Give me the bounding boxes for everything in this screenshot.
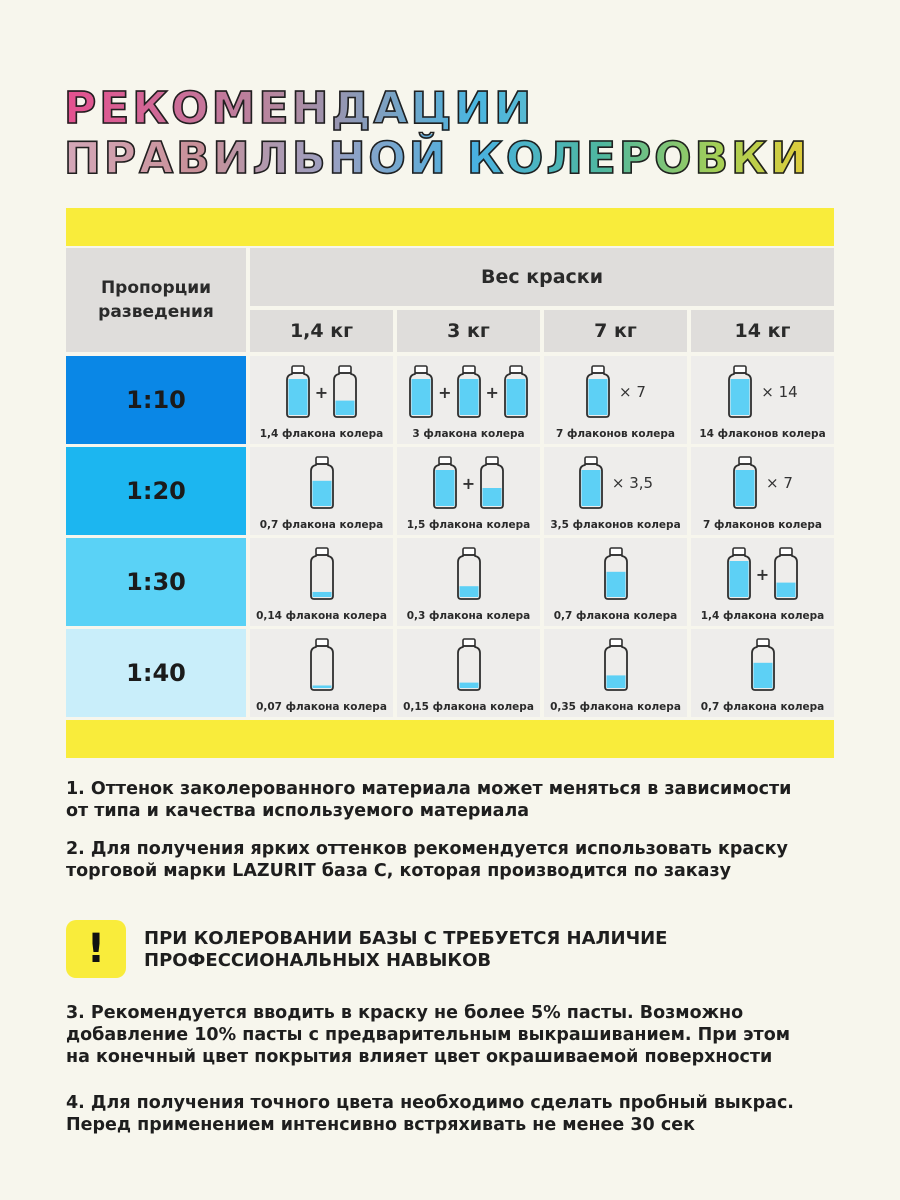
table-cell — [691, 538, 834, 626]
bottle-fill-level — [459, 586, 478, 597]
weight-col-4: 14 кг — [691, 310, 834, 352]
bottle-group — [544, 637, 687, 693]
table-cell — [544, 538, 687, 626]
table-cell — [397, 356, 540, 444]
cell-caption: 0,07 флакона колера — [256, 701, 387, 713]
cell-caption: 3,5 флаконов колера — [550, 519, 681, 531]
cell-caption: 7 флаконов колера — [702, 519, 823, 531]
plus-sign: + — [461, 473, 476, 493]
plus-sign: + — [438, 382, 452, 402]
bottle-fill-level — [459, 683, 478, 688]
bottle-fill-level — [589, 379, 608, 415]
bottle-fill-level — [459, 379, 478, 415]
table-cell — [691, 356, 834, 444]
weight-header: Вес краски — [250, 248, 834, 306]
tint-bottle-icon — [309, 637, 335, 693]
bottle-group — [544, 455, 687, 511]
bottle-group — [544, 364, 687, 420]
tint-bottle-icon — [456, 637, 482, 693]
weight-col-2: 3 кг — [397, 310, 540, 352]
cell-caption: 7 флаконов колера — [555, 428, 676, 440]
cell-caption: 0,14 флакона колера — [256, 610, 387, 622]
ratio-label: 1:40 — [66, 629, 246, 717]
plus-sign: + — [485, 382, 499, 402]
table-cell — [397, 538, 540, 626]
table-cell — [691, 447, 834, 535]
bottle-group — [250, 364, 393, 420]
cell-caption: 0,15 флакона колера — [403, 701, 534, 713]
bottle-fill-level — [288, 379, 307, 415]
table-cell — [691, 629, 834, 717]
cell-caption: 1,4 флакона колера — [259, 428, 384, 440]
bottle-group — [397, 637, 540, 693]
tint-bottle-icon — [309, 455, 335, 511]
table-cell — [397, 447, 540, 535]
cell-caption: 3 флакона колера — [412, 428, 525, 440]
bottle-group — [250, 637, 393, 693]
bottle-group — [691, 637, 834, 693]
tint-bottle-icon — [432, 455, 458, 511]
tint-bottle-icon — [727, 364, 753, 420]
tint-bottle-icon — [332, 364, 358, 420]
table-cell — [250, 447, 393, 535]
tint-bottle-icon — [726, 546, 752, 602]
tint-bottle-icon — [285, 364, 311, 420]
cell-caption: 0,35 флакона колера — [550, 701, 681, 713]
title-line-2: ПРАВИЛЬНОЙ КОЛЕРОВКИ — [64, 133, 810, 184]
note-1: 1. Оттенок заколерованного материала может меняться в зависимости от типа и качества используемого материала — [66, 779, 792, 821]
bottle-fill-level — [312, 685, 331, 688]
note-3: 3. Рекомендуется вводить в краску не более 5% пасты. Возможно добавление 10% пасты с предварительным выкрашиванием. При этом на конечный цвет покрытия влияет цвет окрашиваемой поверхности — [66, 1003, 791, 1067]
cell-caption: 1,5 флакона колера — [406, 519, 531, 531]
tint-bottle-icon — [309, 546, 335, 602]
bottle-fill-level — [736, 470, 755, 506]
cell-caption: 0,3 флакона колера — [406, 610, 531, 622]
table-cell — [250, 629, 393, 717]
cell-caption: 0,7 флакона колера — [259, 519, 384, 531]
table-cell — [250, 356, 393, 444]
note-4: 4. Для получения точного цвета необходимо сделать пробный выкрас. Перед применением интенсивно встряхивать не менее 30 сек — [66, 1093, 794, 1135]
page-title — [64, 84, 810, 184]
table-cell — [544, 629, 687, 717]
tint-bottle-icon — [503, 364, 529, 420]
cell-caption: 1,4 флакона колера — [700, 610, 825, 622]
note-2: 2. Для получения ярких оттенков рекомендуется использовать краску торговой марки LAZURIT база С, которая производится по заказу — [66, 839, 788, 881]
bottle-group — [250, 455, 393, 511]
cell-caption: 14 флаконов колера — [699, 428, 826, 440]
cell-caption: 0,7 флакона колера — [553, 610, 678, 622]
bottle-fill-level — [581, 470, 600, 506]
warning-icon — [66, 920, 126, 978]
table-bottom-band — [66, 720, 834, 758]
ratio-label: 1:30 — [66, 538, 246, 626]
bottle-fill-level — [606, 675, 625, 688]
bottle-fill-level — [336, 401, 355, 415]
tint-bottle-icon — [456, 546, 482, 602]
bottle-group — [691, 546, 834, 602]
table-top-band — [66, 208, 834, 246]
bottle-fill-level — [506, 379, 525, 415]
title-line-1: РЕКОМЕНДАЦИИ — [64, 84, 810, 134]
bottle-group — [397, 364, 540, 420]
bottle-fill-level — [753, 663, 772, 688]
warning-mark: ! — [86, 926, 106, 972]
ratio-label: 1:10 — [66, 356, 246, 444]
bottle-fill-level — [729, 561, 748, 597]
bottle-group — [397, 455, 540, 511]
tint-bottle-icon — [750, 637, 776, 693]
ratio-label: 1:20 — [66, 447, 246, 535]
bottle-group — [691, 455, 834, 511]
table-cell — [544, 356, 687, 444]
tint-bottle-icon — [479, 455, 505, 511]
weight-col-1: 1,4 кг — [250, 310, 393, 352]
bottle-fill-level — [412, 379, 431, 415]
tint-bottle-icon — [603, 637, 629, 693]
multiplier-label: × 14 — [761, 383, 798, 401]
plus-sign: + — [755, 564, 770, 584]
table-cell — [250, 538, 393, 626]
tint-bottle-icon — [585, 364, 611, 420]
bottle-fill-level — [606, 572, 625, 597]
bottle-fill-level — [731, 379, 750, 415]
tint-bottle-icon — [732, 455, 758, 511]
bottle-fill-level — [435, 470, 454, 506]
cell-caption: 0,7 флакона колера — [700, 701, 825, 713]
table-cell — [397, 629, 540, 717]
bottle-fill-level — [483, 488, 502, 506]
tint-bottle-icon — [456, 364, 482, 420]
tint-bottle-icon — [578, 455, 604, 511]
table-cell — [544, 447, 687, 535]
bottle-group — [397, 546, 540, 602]
warning-text: ПРИ КОЛЕРОВАНИИ БАЗЫ С ТРЕБУЕТСЯ НАЛИЧИЕ ПРОФЕССИОНАЛЬНЫХ НАВЫКОВ — [144, 928, 668, 971]
bottle-group — [544, 546, 687, 602]
bottle-group — [691, 364, 834, 420]
proportions-header: Пропорции разведения — [66, 248, 246, 352]
bottle-fill-level — [777, 583, 796, 597]
tint-bottle-icon — [773, 546, 799, 602]
weight-col-3: 7 кг — [544, 310, 687, 352]
multiplier-label: × 7 — [619, 383, 646, 401]
bottle-fill-level — [312, 481, 331, 506]
multiplier-label: × 7 — [766, 474, 793, 492]
tint-bottle-icon — [603, 546, 629, 602]
bottle-group — [250, 546, 393, 602]
multiplier-label: × 3,5 — [611, 474, 654, 492]
bottle-fill-level — [312, 592, 331, 597]
tint-bottle-icon — [408, 364, 434, 420]
plus-sign: + — [314, 382, 329, 402]
